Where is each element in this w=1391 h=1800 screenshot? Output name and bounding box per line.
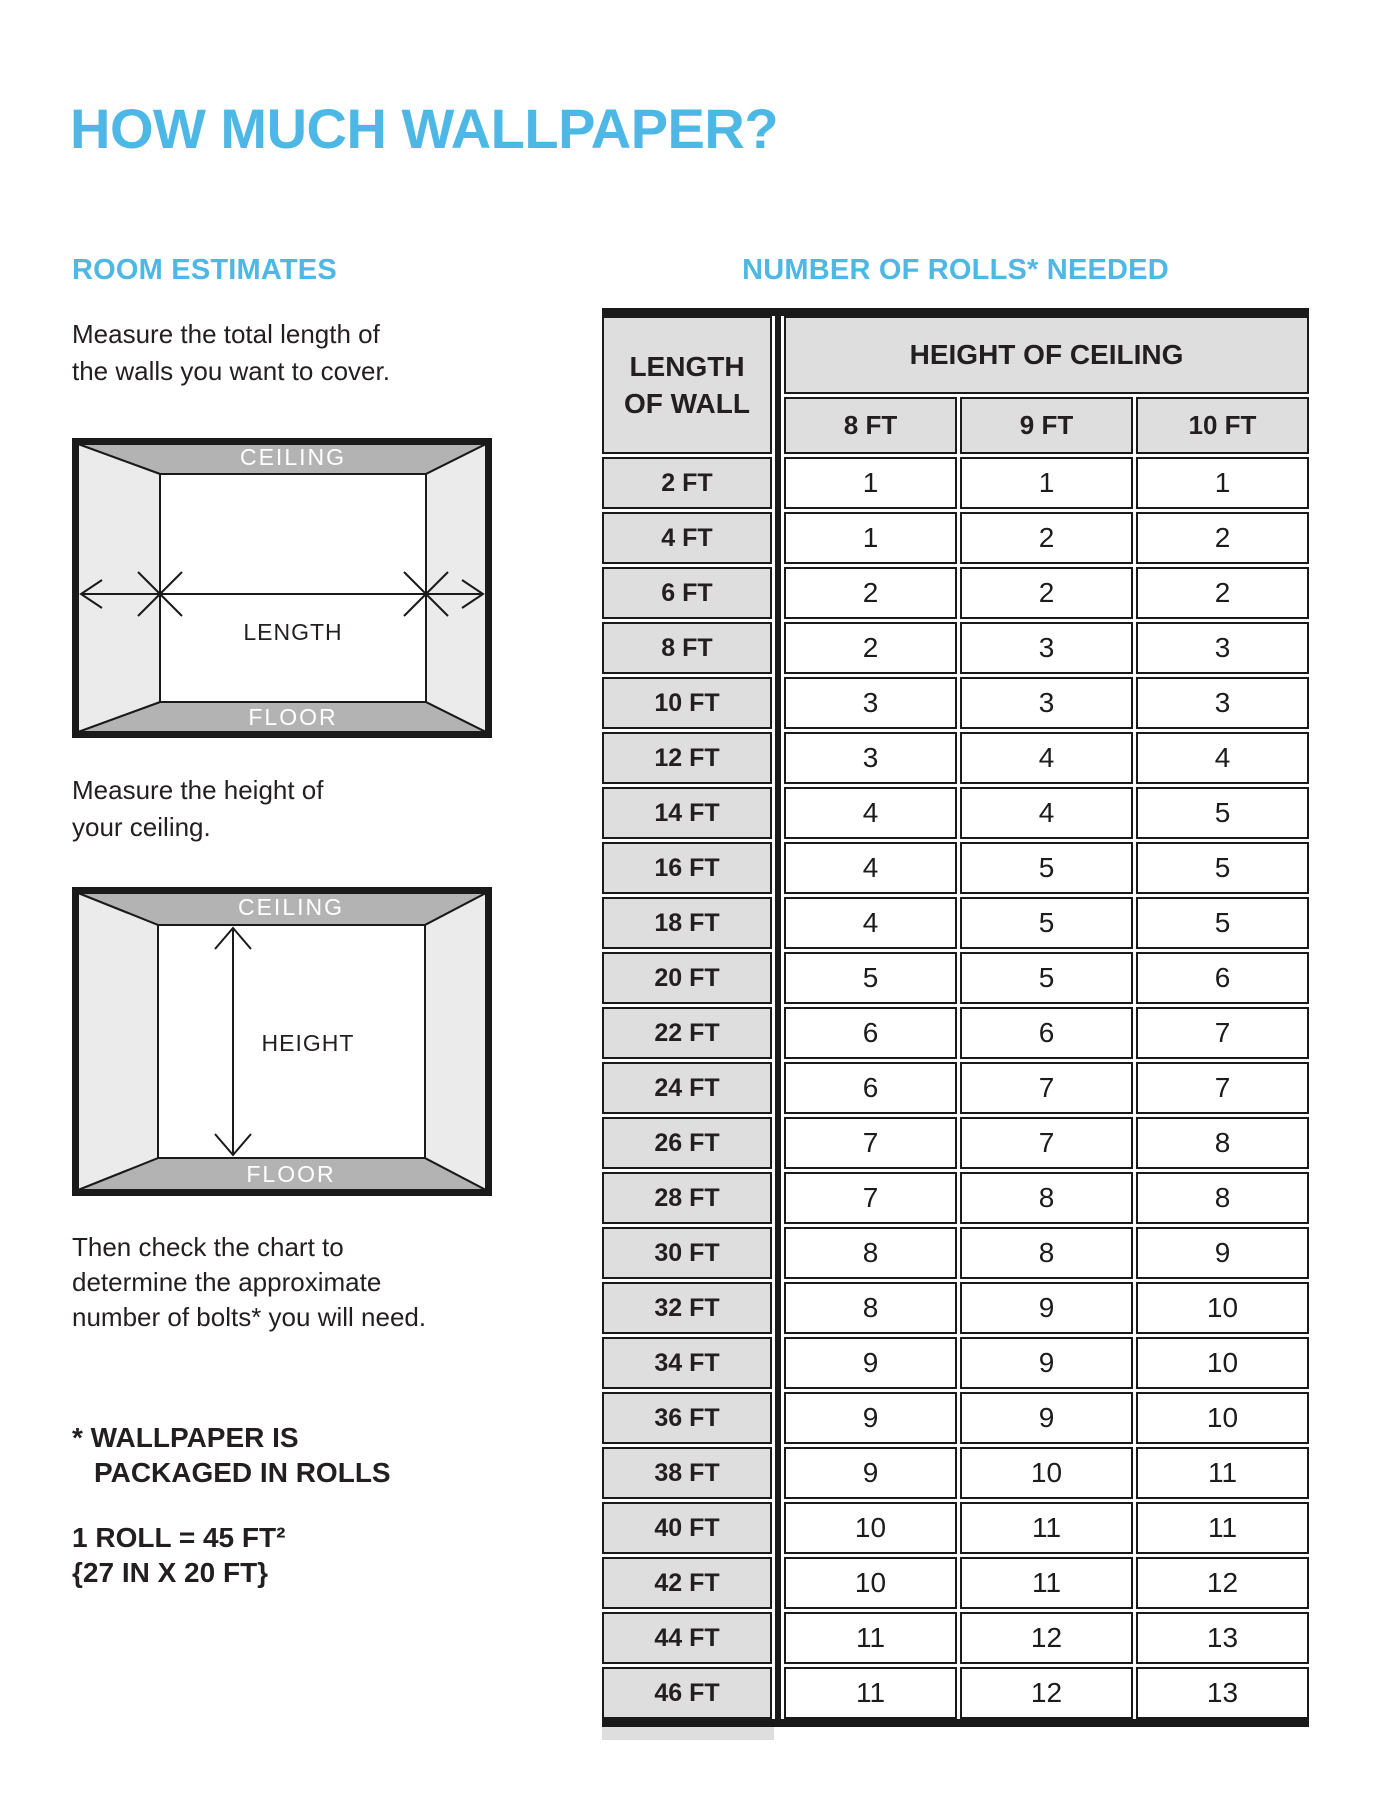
rolls-value-cell: 11 <box>1136 1447 1309 1499</box>
rolls-value-cell: 7 <box>960 1062 1133 1114</box>
rolls-value-cell: 4 <box>1136 732 1309 784</box>
right-wall-surface <box>425 893 486 1190</box>
rolls-value-cell: 13 <box>1136 1667 1309 1719</box>
page-title: HOW MUCH WALLPAPER? <box>70 96 779 160</box>
rolls-value-cell: 9 <box>960 1392 1133 1444</box>
rolls-value-cell: 2 <box>784 567 957 619</box>
rolls-value-cell: 3 <box>960 677 1133 729</box>
rolls-value-cell: 8 <box>960 1172 1133 1224</box>
wall-length-cell: 2 FT <box>602 457 772 509</box>
back-wall-surface <box>160 474 426 702</box>
rolls-value-cell: 5 <box>1136 897 1309 949</box>
wall-length-cell: 30 FT <box>602 1227 772 1279</box>
rolls-value-cell: 3 <box>784 732 957 784</box>
room-estimates-heading: ROOM ESTIMATES <box>72 254 337 286</box>
rolls-value-cell: 1 <box>784 457 957 509</box>
right-wall-surface <box>426 444 486 732</box>
wall-length-cell: 38 FT <box>602 1447 772 1499</box>
length-of-wall-header-line1: LENGTH <box>629 351 745 382</box>
step1-text <box>72 316 390 390</box>
rolls-value-cell: 3 <box>960 622 1133 674</box>
height-diagram <box>72 887 492 1196</box>
rolls-value-cell: 4 <box>784 842 957 894</box>
rolls-value-cell: 7 <box>1136 1062 1309 1114</box>
rolls-value-cell: 5 <box>960 952 1133 1004</box>
height-of-ceiling-header: HEIGHT OF CEILING <box>784 316 1309 394</box>
step3-line3: number of bolts* you will need. <box>72 1302 427 1332</box>
rolls-value-cell: 7 <box>784 1172 957 1224</box>
wall-length-cell: 20 FT <box>602 952 772 1004</box>
rolls-value-cell: 2 <box>784 622 957 674</box>
rolls-value-cell: 5 <box>1136 842 1309 894</box>
rolls-value-cell: 6 <box>784 1007 957 1059</box>
rolls-value-cell: 9 <box>960 1282 1133 1334</box>
rolls-value-cell: 8 <box>960 1227 1133 1279</box>
rolls-value-cell: 2 <box>1136 512 1309 564</box>
height-label: HEIGHT <box>261 1030 355 1056</box>
rolls-value-cell: 6 <box>1136 952 1309 1004</box>
column-header-9ft: 9 FT <box>960 397 1133 454</box>
rolls-value-cell: 5 <box>960 897 1133 949</box>
wall-length-cell: 36 FT <box>602 1392 772 1444</box>
wall-length-cell: 34 FT <box>602 1337 772 1389</box>
rolls-value-cell: 1 <box>784 512 957 564</box>
wall-length-cell: 6 FT <box>602 567 772 619</box>
floor-label: FLOOR <box>248 704 338 730</box>
rolls-value-cell: 11 <box>960 1557 1133 1609</box>
rolls-value-cell: 10 <box>784 1502 957 1554</box>
rolls-value-cell: 5 <box>1136 787 1309 839</box>
wallpaper-footnote <box>72 1420 391 1490</box>
rolls-value-cell: 7 <box>960 1117 1133 1169</box>
rolls-value-cell: 1 <box>1136 457 1309 509</box>
wall-length-cell: 22 FT <box>602 1007 772 1059</box>
rolls-value-cell: 13 <box>1136 1612 1309 1664</box>
length-label: LENGTH <box>243 619 343 645</box>
rolls-value-cell: 12 <box>960 1667 1133 1719</box>
length-of-wall-header <box>602 316 772 454</box>
rolls-needed-heading: NUMBER OF ROLLS* NEEDED <box>742 254 1169 286</box>
rolls-value-cell: 8 <box>1136 1117 1309 1169</box>
footnote-line2: PACKAGED IN ROLLS <box>94 1457 391 1488</box>
rolls-table <box>602 308 1309 1727</box>
rolls-value-cell: 9 <box>784 1447 957 1499</box>
length-diagram-svg <box>78 444 486 732</box>
wall-length-cell: 46 FT <box>602 1667 772 1719</box>
wall-length-cell: 4 FT <box>602 512 772 564</box>
roll-size-line1: 1 ROLL = 45 FT² <box>72 1522 286 1553</box>
floor-label: FLOOR <box>246 1161 336 1187</box>
rolls-value-cell: 3 <box>1136 677 1309 729</box>
ceiling-label: CEILING <box>237 894 345 920</box>
height-diagram-svg <box>78 893 486 1190</box>
footnote-line1: * WALLPAPER IS <box>72 1422 299 1453</box>
left-wall-surface <box>78 893 158 1190</box>
rolls-value-cell: 5 <box>960 842 1133 894</box>
roll-size-line2: {27 IN X 20 FT} <box>72 1557 269 1588</box>
roll-size-info <box>72 1520 285 1590</box>
wall-length-cell: 24 FT <box>602 1062 772 1114</box>
wall-length-cell: 18 FT <box>602 897 772 949</box>
rolls-value-cell: 5 <box>784 952 957 1004</box>
rolls-value-cell: 6 <box>784 1062 957 1114</box>
step2-line1: Measure the height of <box>72 775 324 805</box>
rolls-value-cell: 2 <box>960 567 1133 619</box>
rolls-value-cell: 2 <box>1136 567 1309 619</box>
rolls-value-cell: 4 <box>784 787 957 839</box>
wall-length-cell: 32 FT <box>602 1282 772 1334</box>
wall-length-cell: 28 FT <box>602 1172 772 1224</box>
wall-length-cell: 12 FT <box>602 732 772 784</box>
rolls-value-cell: 7 <box>1136 1007 1309 1059</box>
rolls-value-cell: 10 <box>784 1557 957 1609</box>
step2-text <box>72 772 324 846</box>
rolls-value-cell: 11 <box>960 1502 1133 1554</box>
wall-length-cell: 14 FT <box>602 787 772 839</box>
wall-length-cell: 8 FT <box>602 622 772 674</box>
rolls-value-cell: 8 <box>784 1282 957 1334</box>
length-diagram <box>72 438 492 738</box>
step3-line2: determine the approximate <box>72 1267 382 1297</box>
rolls-value-cell: 12 <box>1136 1557 1309 1609</box>
rolls-value-cell: 9 <box>960 1337 1133 1389</box>
step3-line1: Then check the chart to <box>72 1232 344 1262</box>
rolls-value-cell: 4 <box>960 787 1133 839</box>
rolls-value-cell: 10 <box>1136 1392 1309 1444</box>
rolls-value-cell: 10 <box>960 1447 1133 1499</box>
rolls-value-cell: 3 <box>1136 622 1309 674</box>
step2-line2: your ceiling. <box>72 812 211 842</box>
rolls-value-cell: 8 <box>784 1227 957 1279</box>
wall-length-cell: 40 FT <box>602 1502 772 1554</box>
rolls-value-cell: 10 <box>1136 1337 1309 1389</box>
column-header-10ft: 10 FT <box>1136 397 1309 454</box>
step1-line2: the walls you want to cover. <box>72 356 390 386</box>
wall-length-cell: 44 FT <box>602 1612 772 1664</box>
rolls-value-cell: 4 <box>960 732 1133 784</box>
rolls-value-cell: 9 <box>784 1337 957 1389</box>
rolls-value-cell: 9 <box>784 1392 957 1444</box>
rolls-value-cell: 11 <box>784 1612 957 1664</box>
rolls-value-cell: 11 <box>1136 1502 1309 1554</box>
step3-text <box>72 1230 426 1335</box>
rolls-value-cell: 8 <box>1136 1172 1309 1224</box>
ceiling-label: CEILING <box>239 444 347 470</box>
step1-line1: Measure the total length of <box>72 319 380 349</box>
wall-length-cell: 10 FT <box>602 677 772 729</box>
rolls-value-cell: 10 <box>1136 1282 1309 1334</box>
rolls-value-cell: 11 <box>784 1667 957 1719</box>
rolls-value-cell: 6 <box>960 1007 1133 1059</box>
rolls-value-cell: 1 <box>960 457 1133 509</box>
table-bottom-tab <box>602 1727 774 1740</box>
rolls-value-cell: 12 <box>960 1612 1133 1664</box>
rolls-value-cell: 4 <box>784 897 957 949</box>
rolls-value-cell: 3 <box>784 677 957 729</box>
length-of-wall-header-line2: OF WALL <box>624 388 750 419</box>
rolls-value-cell: 9 <box>1136 1227 1309 1279</box>
column-header-8ft: 8 FT <box>784 397 957 454</box>
wall-length-cell: 16 FT <box>602 842 772 894</box>
column-divider <box>775 316 781 1719</box>
wall-length-cell: 42 FT <box>602 1557 772 1609</box>
rolls-value-cell: 7 <box>784 1117 957 1169</box>
wall-length-cell: 26 FT <box>602 1117 772 1169</box>
rolls-value-cell: 2 <box>960 512 1133 564</box>
